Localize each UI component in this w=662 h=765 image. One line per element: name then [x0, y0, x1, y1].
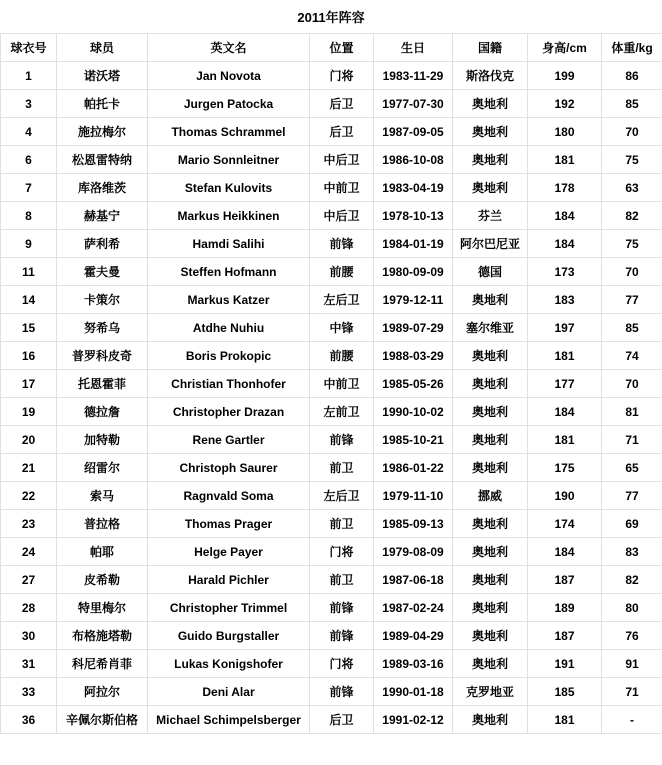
page-title: 2011年阵容 — [297, 10, 365, 25]
table-cell: 奥地利 — [453, 510, 528, 538]
table-cell: 197 — [528, 314, 602, 342]
table-cell: 86 — [602, 62, 662, 90]
table-row — [1, 650, 662, 678]
table-cell: 1986-10-08 — [374, 146, 453, 174]
table-cell: 82 — [602, 566, 662, 594]
table-row — [1, 426, 662, 454]
table-cell: 松恩雷特纳 — [57, 146, 148, 174]
table-cell: 1989-07-29 — [374, 314, 453, 342]
table-cell: 76 — [602, 622, 662, 650]
table-cell: 173 — [528, 258, 602, 286]
table-cell: 霍夫曼 — [57, 258, 148, 286]
table-cell: 1979-12-11 — [374, 286, 453, 314]
table-cell: 布格施塔勒 — [57, 622, 148, 650]
table-cell: 69 — [602, 510, 662, 538]
table-cell: 189 — [528, 594, 602, 622]
table-cell: Christopher Drazan — [148, 398, 310, 426]
table-cell: 普罗科皮奇 — [57, 342, 148, 370]
table-cell: 11 — [1, 258, 57, 286]
header-jersey-number: 球衣号 — [1, 34, 57, 62]
table-row — [1, 90, 662, 118]
table-cell: 4 — [1, 118, 57, 146]
table-cell: 174 — [528, 510, 602, 538]
table-cell: 83 — [602, 538, 662, 566]
table-cell: 17 — [1, 370, 57, 398]
table-cell: 萨利希 — [57, 230, 148, 258]
table-cell: 36 — [1, 706, 57, 734]
table-cell: 后卫 — [310, 706, 374, 734]
table-cell: 1987-09-05 — [374, 118, 453, 146]
table-cell: 前锋 — [310, 230, 374, 258]
header-height: 身高/cm — [528, 34, 602, 62]
table-cell: 奥地利 — [453, 174, 528, 202]
table-row — [1, 706, 662, 734]
table-cell: - — [602, 706, 662, 734]
table-cell: 前锋 — [310, 622, 374, 650]
table-cell: 阿尔巴尼亚 — [453, 230, 528, 258]
table-cell: 赫基宁 — [57, 202, 148, 230]
table-cell: 前腰 — [310, 258, 374, 286]
table-cell: Ragnvald Soma — [148, 482, 310, 510]
table-cell: 22 — [1, 482, 57, 510]
table-cell: 前锋 — [310, 594, 374, 622]
table-cell: 1985-09-13 — [374, 510, 453, 538]
table-cell: 中前卫 — [310, 370, 374, 398]
table-row — [1, 314, 662, 342]
table-cell: Markus Heikkinen — [148, 202, 310, 230]
table-cell: 克罗地亚 — [453, 678, 528, 706]
table-cell: 斯洛伐克 — [453, 62, 528, 90]
table-cell: 71 — [602, 678, 662, 706]
table-row — [1, 62, 662, 90]
table-cell: 普拉格 — [57, 510, 148, 538]
table-cell: 奥地利 — [453, 566, 528, 594]
table-cell: Michael Schimpelsberger — [148, 706, 310, 734]
table-cell: 181 — [528, 426, 602, 454]
table-cell: 181 — [528, 706, 602, 734]
table-cell: 187 — [528, 566, 602, 594]
table-cell: 后卫 — [310, 118, 374, 146]
table-cell: 16 — [1, 342, 57, 370]
table-row — [1, 398, 662, 426]
table-row — [1, 678, 662, 706]
table-cell: 187 — [528, 622, 602, 650]
table-cell: 库洛维茨 — [57, 174, 148, 202]
table-cell: 前腰 — [310, 342, 374, 370]
table-row — [1, 454, 662, 482]
table-cell: Stefan Kulovits — [148, 174, 310, 202]
table-cell: Christoph Saurer — [148, 454, 310, 482]
table-cell: Atdhe Nuhiu — [148, 314, 310, 342]
table-cell: 1985-10-21 — [374, 426, 453, 454]
table-cell: 191 — [528, 650, 602, 678]
table-cell: 德国 — [453, 258, 528, 286]
table-cell: 奥地利 — [453, 342, 528, 370]
table-row — [1, 566, 662, 594]
table-cell: 80 — [602, 594, 662, 622]
table-row — [1, 286, 662, 314]
table-cell: 184 — [528, 202, 602, 230]
table-cell: 阿拉尔 — [57, 678, 148, 706]
table-cell: 奥地利 — [453, 370, 528, 398]
table-cell: Thomas Prager — [148, 510, 310, 538]
table-cell: 塞尔维亚 — [453, 314, 528, 342]
table-cell: 1979-11-10 — [374, 482, 453, 510]
table-cell: 14 — [1, 286, 57, 314]
table-cell: 74 — [602, 342, 662, 370]
table-cell: 前卫 — [310, 566, 374, 594]
header-position: 位置 — [310, 34, 374, 62]
table-row — [1, 594, 662, 622]
table-cell: 奥地利 — [453, 118, 528, 146]
table-row — [1, 482, 662, 510]
table-cell: 1978-10-13 — [374, 202, 453, 230]
header-birthday: 生日 — [374, 34, 453, 62]
table-cell: 后卫 — [310, 90, 374, 118]
table-cell: Jan Novota — [148, 62, 310, 90]
table-cell: 1985-05-26 — [374, 370, 453, 398]
table-cell: 1989-03-16 — [374, 650, 453, 678]
table-cell: 辛佩尔斯伯格 — [57, 706, 148, 734]
table-cell: Thomas Schrammel — [148, 118, 310, 146]
table-cell: 中前卫 — [310, 174, 374, 202]
table-cell: 28 — [1, 594, 57, 622]
table-row — [1, 146, 662, 174]
roster-table-header — [1, 34, 662, 62]
table-cell: 索马 — [57, 482, 148, 510]
table-cell: 1991-02-12 — [374, 706, 453, 734]
table-cell: 30 — [1, 622, 57, 650]
table-cell: 178 — [528, 174, 602, 202]
table-cell: 21 — [1, 454, 57, 482]
table-cell: Christopher Trimmel — [148, 594, 310, 622]
table-cell: 19 — [1, 398, 57, 426]
table-cell: 6 — [1, 146, 57, 174]
table-cell: 81 — [602, 398, 662, 426]
table-cell: Markus Katzer — [148, 286, 310, 314]
table-cell: 奥地利 — [453, 538, 528, 566]
table-cell: Guido Burgstaller — [148, 622, 310, 650]
table-cell: 70 — [602, 370, 662, 398]
table-cell: 奥地利 — [453, 146, 528, 174]
table-row — [1, 202, 662, 230]
table-row — [1, 230, 662, 258]
table-cell: 中锋 — [310, 314, 374, 342]
table-cell: 前锋 — [310, 678, 374, 706]
table-cell: 左后卫 — [310, 482, 374, 510]
table-cell: 中后卫 — [310, 146, 374, 174]
table-cell: 门将 — [310, 650, 374, 678]
table-cell: 24 — [1, 538, 57, 566]
roster-table — [0, 33, 662, 734]
table-cell: 努希乌 — [57, 314, 148, 342]
table-cell: 1989-04-29 — [374, 622, 453, 650]
table-cell: 前卫 — [310, 510, 374, 538]
table-cell: 91 — [602, 650, 662, 678]
table-cell: 184 — [528, 398, 602, 426]
table-cell: 1984-01-19 — [374, 230, 453, 258]
table-cell: 1987-06-18 — [374, 566, 453, 594]
table-cell: 82 — [602, 202, 662, 230]
table-cell: 181 — [528, 146, 602, 174]
table-cell: 德拉詹 — [57, 398, 148, 426]
table-cell: 1983-04-19 — [374, 174, 453, 202]
table-cell: 181 — [528, 342, 602, 370]
table-cell: 卡策尔 — [57, 286, 148, 314]
table-cell: 左前卫 — [310, 398, 374, 426]
table-cell: 184 — [528, 230, 602, 258]
table-cell: Rene Gartler — [148, 426, 310, 454]
table-cell: 加特勒 — [57, 426, 148, 454]
table-cell: 190 — [528, 482, 602, 510]
table-cell: 70 — [602, 118, 662, 146]
table-cell: Harald Pichler — [148, 566, 310, 594]
table-cell: 3 — [1, 90, 57, 118]
table-cell: 挪威 — [453, 482, 528, 510]
table-cell: 1983-11-29 — [374, 62, 453, 90]
table-cell: 1988-03-29 — [374, 342, 453, 370]
table-row — [1, 370, 662, 398]
table-cell: Boris Prokopic — [148, 342, 310, 370]
table-cell: 奥地利 — [453, 90, 528, 118]
table-cell: 1990-01-18 — [374, 678, 453, 706]
table-cell: 192 — [528, 90, 602, 118]
table-cell: Hamdi Salihi — [148, 230, 310, 258]
table-cell: 9 — [1, 230, 57, 258]
table-row — [1, 622, 662, 650]
table-cell: 绍雷尔 — [57, 454, 148, 482]
table-cell: 77 — [602, 286, 662, 314]
table-cell: 1986-01-22 — [374, 454, 453, 482]
table-cell: 前锋 — [310, 426, 374, 454]
table-cell: 177 — [528, 370, 602, 398]
table-cell: 1980-09-09 — [374, 258, 453, 286]
table-cell: 85 — [602, 90, 662, 118]
table-cell: 33 — [1, 678, 57, 706]
table-row — [1, 538, 662, 566]
table-cell: 施拉梅尔 — [57, 118, 148, 146]
table-cell: Deni Alar — [148, 678, 310, 706]
table-row — [1, 342, 662, 370]
table-cell: 85 — [602, 314, 662, 342]
table-cell: 托恩霍菲 — [57, 370, 148, 398]
table-cell: 芬兰 — [453, 202, 528, 230]
table-cell: 15 — [1, 314, 57, 342]
table-cell: 180 — [528, 118, 602, 146]
table-cell: 71 — [602, 426, 662, 454]
table-cell: Helge Payer — [148, 538, 310, 566]
table-cell: 帕耶 — [57, 538, 148, 566]
table-cell: 奥地利 — [453, 454, 528, 482]
table-cell: 1 — [1, 62, 57, 90]
table-cell: 诺沃塔 — [57, 62, 148, 90]
table-cell: Jurgen Patocka — [148, 90, 310, 118]
table-cell: 左后卫 — [310, 286, 374, 314]
table-cell: 199 — [528, 62, 602, 90]
table-cell: 1990-10-02 — [374, 398, 453, 426]
table-cell: 31 — [1, 650, 57, 678]
header-player-name: 球员 — [57, 34, 148, 62]
table-cell: 科尼希肖菲 — [57, 650, 148, 678]
table-cell: 1987-02-24 — [374, 594, 453, 622]
table-cell: 门将 — [310, 62, 374, 90]
table-cell: 中后卫 — [310, 202, 374, 230]
table-cell: 185 — [528, 678, 602, 706]
table-cell: 奥地利 — [453, 398, 528, 426]
table-cell: 8 — [1, 202, 57, 230]
table-cell: 奥地利 — [453, 286, 528, 314]
table-cell: 65 — [602, 454, 662, 482]
table-cell: 75 — [602, 146, 662, 174]
table-cell: Lukas Konigshofer — [148, 650, 310, 678]
table-cell: 70 — [602, 258, 662, 286]
table-cell: 75 — [602, 230, 662, 258]
table-cell: 1977-07-30 — [374, 90, 453, 118]
table-cell: 前卫 — [310, 454, 374, 482]
header-english-name: 英文名 — [148, 34, 310, 62]
table-cell: 63 — [602, 174, 662, 202]
table-cell: 7 — [1, 174, 57, 202]
table-row — [1, 258, 662, 286]
table-row — [1, 510, 662, 538]
table-row — [1, 174, 662, 202]
table-cell: Christian Thonhofer — [148, 370, 310, 398]
header-row — [1, 34, 662, 62]
table-cell: 奥地利 — [453, 594, 528, 622]
table-cell: 184 — [528, 538, 602, 566]
table-cell: 1979-08-09 — [374, 538, 453, 566]
table-cell: 20 — [1, 426, 57, 454]
table-cell: 奥地利 — [453, 650, 528, 678]
table-cell: 23 — [1, 510, 57, 538]
table-cell: 27 — [1, 566, 57, 594]
header-nationality: 国籍 — [453, 34, 528, 62]
table-cell: 特里梅尔 — [57, 594, 148, 622]
table-cell: 175 — [528, 454, 602, 482]
table-cell: 门将 — [310, 538, 374, 566]
table-cell: Steffen Hofmann — [148, 258, 310, 286]
header-weight: 体重/kg — [602, 34, 662, 62]
table-cell: 77 — [602, 482, 662, 510]
table-row — [1, 118, 662, 146]
table-cell: Mario Sonnleitner — [148, 146, 310, 174]
roster-table-body — [1, 62, 662, 734]
table-cell: 奥地利 — [453, 622, 528, 650]
table-cell: 帕托卡 — [57, 90, 148, 118]
table-cell: 183 — [528, 286, 602, 314]
table-cell: 皮希勒 — [57, 566, 148, 594]
table-cell: 奥地利 — [453, 706, 528, 734]
table-cell: 奥地利 — [453, 426, 528, 454]
